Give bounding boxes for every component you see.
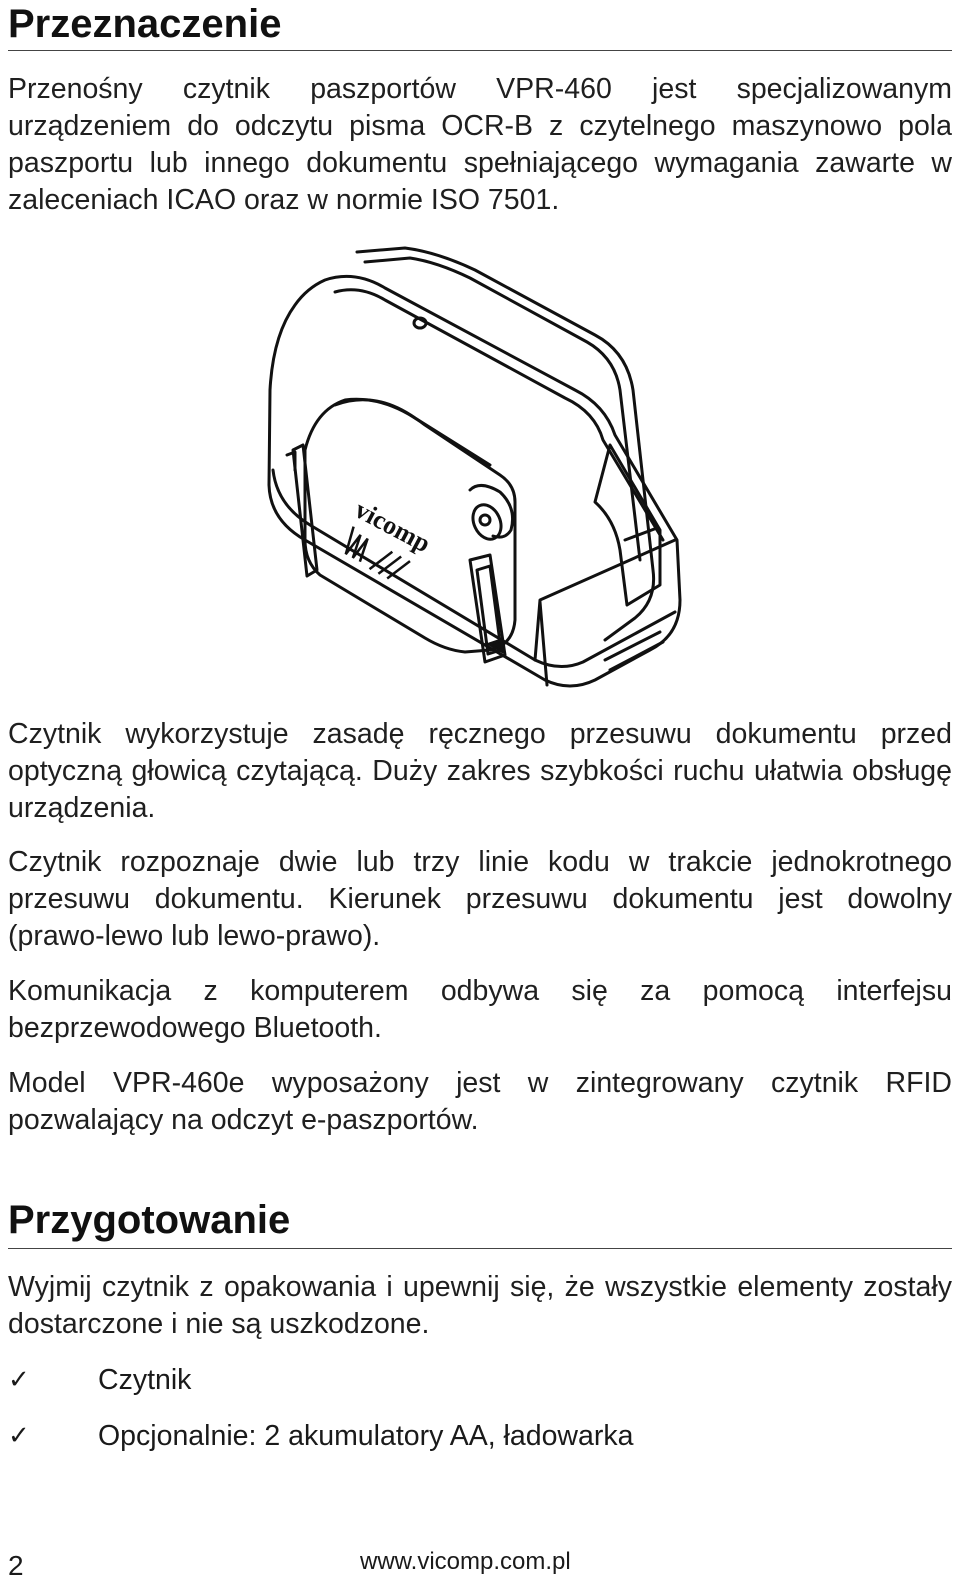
checklist-label: Opcjonalnie: 2 akumulatory AA, ładowarka — [98, 1420, 634, 1452]
section-heading-przygotowanie: Przygotowanie — [8, 1198, 291, 1242]
vicomp-logo — [334, 495, 435, 589]
paragraph-recognition: Czytnik rozpoznaje dwie lub trzy linie kodu w trakcie jednokrotnego przesuwu dokumentu. Kierunek przesuwu dokumentu jest dowolny (prawo-lewo lub lewo-prawo). — [8, 846, 952, 952]
section-heading-przeznaczenie: Przeznaczenie — [8, 2, 282, 46]
handle-opening — [595, 445, 660, 605]
paragraph-communication: Komunikacja z komputerem odbywa się za pomocą interfejsu bezprzewodowego Bluetooth. — [8, 975, 952, 1044]
paragraph-unpacking: Wyjmij czytnik z opakowania i upewnij się, że wszystkie elementy zostały dostarczone i nie są uszkodzone. — [8, 1271, 952, 1340]
heading-rule — [8, 1248, 952, 1249]
heading-rule — [8, 50, 952, 51]
paragraph-intro: Przenośny czytnik paszportów VPR-460 jest specjalizowanym urządzeniem do odczytu pisma OCR-B z czytelnego maszynowo pola paszportu lub innego dokumentu spełniającego wymagania zawarte w zaleceniach ICAO oraz w normie ISO 7501. — [8, 73, 952, 216]
page-number: 2 — [8, 1550, 24, 1581]
paragraph-manual-swipe: Czytnik wykorzystuje zasadę ręcznego przesuwu dokumentu przed optyczną głowicą czytającą. Duży zakres szybkości ruchu ułatwia obsługę urządzenia. — [8, 718, 952, 824]
passport-reader-illustration — [265, 240, 685, 700]
checklist-label: Czytnik — [98, 1364, 192, 1396]
paragraph-rfid-model: Model VPR-460e wyposażony jest w zintegrowany czytnik RFID pozwalający na odczyt e-paszportów. — [8, 1067, 952, 1136]
footer-url: www.vicomp.com.pl — [360, 1548, 571, 1575]
checkmark-icon: ✓ — [8, 1365, 30, 1395]
checkmark-icon: ✓ — [8, 1421, 30, 1451]
checklist-item-optional — [8, 1418, 952, 1455]
logo-brand-text: vicomp — [350, 494, 436, 559]
checklist-item-czytnik — [8, 1362, 952, 1399]
